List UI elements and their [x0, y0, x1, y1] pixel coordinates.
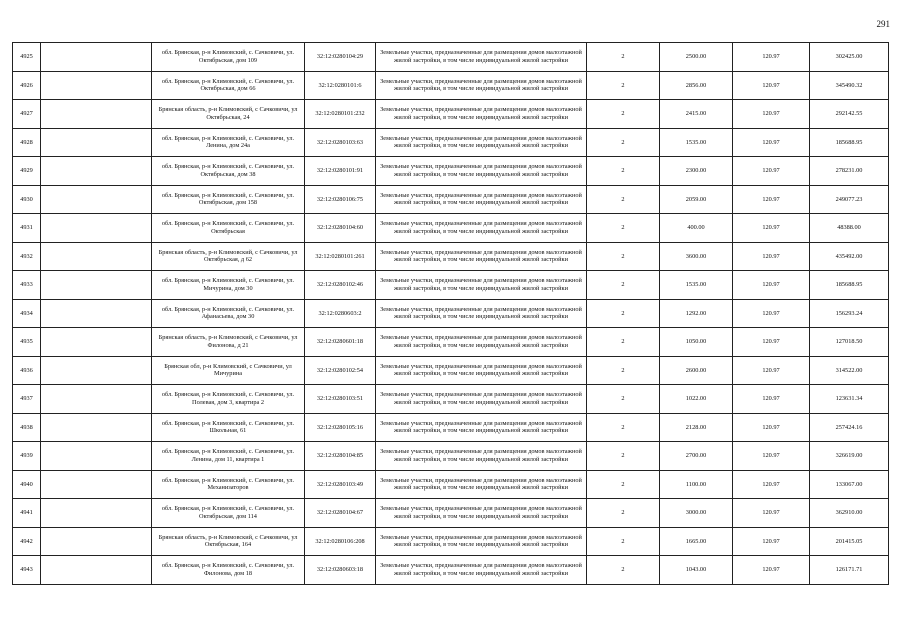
land-use-purpose-cell: Земельные участки, предназначенные для размещения домов малоэтажной жилой застройки, в том числе индивидуальной жилой застройки: [376, 242, 587, 271]
table-row: [13, 356, 889, 385]
group-number-cell: 2: [587, 43, 660, 72]
table-row: [13, 157, 889, 186]
table-row: [13, 71, 889, 100]
cadastral-value-cell: 133067.00: [810, 470, 889, 499]
blank-cell: [41, 299, 152, 328]
row-number-cell: 4925: [13, 43, 41, 72]
specific-value-cell: 120.97: [733, 100, 810, 129]
cadastral-number-cell: 32:12:0280603:2: [305, 299, 376, 328]
address-cell: обл. Брянская, р-н Климовский, с. Сачковичи, ул. Полевая, дом 3, квартира 2: [152, 385, 305, 414]
specific-value-cell: 120.97: [733, 328, 810, 357]
group-number-cell: 2: [587, 271, 660, 300]
specific-value-cell: 120.97: [733, 271, 810, 300]
row-number-cell: 4932: [13, 242, 41, 271]
specific-value-cell: 120.97: [733, 356, 810, 385]
address-cell: Брянская область, р-н Климовский, с Сачковичи, ул Октябрьская, 164: [152, 527, 305, 556]
area-cell: 1022.00: [660, 385, 733, 414]
table-row: [13, 328, 889, 357]
row-number-cell: 4928: [13, 128, 41, 157]
cadastral-number-cell: 32:12:0280101:232: [305, 100, 376, 129]
group-number-cell: 2: [587, 214, 660, 243]
table-row: [13, 271, 889, 300]
cadastral-number-cell: 32:12:0280106:75: [305, 185, 376, 214]
row-number-cell: 4931: [13, 214, 41, 243]
group-number-cell: 2: [587, 100, 660, 129]
land-use-purpose-cell: Земельные участки, предназначенные для размещения домов малоэтажной жилой застройки, в том числе индивидуальной жилой застройки: [376, 413, 587, 442]
row-number-cell: 4939: [13, 442, 41, 471]
blank-cell: [41, 499, 152, 528]
row-number-cell: 4936: [13, 356, 41, 385]
cadastral-number-cell: 32:12:0280102:54: [305, 356, 376, 385]
table-row: [13, 214, 889, 243]
group-number-cell: 2: [587, 442, 660, 471]
table-row: [13, 242, 889, 271]
specific-value-cell: 120.97: [733, 527, 810, 556]
cadastral-number-cell: 32:12:0280106:208: [305, 527, 376, 556]
cadastral-number-cell: 32:12:0280601:18: [305, 328, 376, 357]
group-number-cell: 2: [587, 499, 660, 528]
land-use-purpose-cell: Земельные участки, предназначенные для размещения домов малоэтажной жилой застройки, в том числе индивидуальной жилой застройки: [376, 157, 587, 186]
specific-value-cell: 120.97: [733, 442, 810, 471]
address-cell: обл. Брянская, р-н Климовский, с. Сачковичи, ул. Октябрьская, дом 109: [152, 43, 305, 72]
row-number-cell: 4942: [13, 527, 41, 556]
address-cell: обл. Брянская, р-н Климовский, с. Сачковичи, ул. Мичурина, дом 30: [152, 271, 305, 300]
cadastral-number-cell: 32:12:0280104:29: [305, 43, 376, 72]
address-cell: обл. Брянская, р-н Климовский, с. Сачковичи, ул. Октябрьская, дом 38: [152, 157, 305, 186]
group-number-cell: 2: [587, 356, 660, 385]
land-use-purpose-cell: Земельные участки, предназначенные для размещения домов малоэтажной жилой застройки, в том числе индивидуальной жилой застройки: [376, 100, 587, 129]
address-cell: обл. Брянская, р-н Климовский, с. Сачковичи, ул. Афанасьева, дом 30: [152, 299, 305, 328]
table-row: [13, 413, 889, 442]
area-cell: 400.00: [660, 214, 733, 243]
area-cell: 2600.00: [660, 356, 733, 385]
cadastral-number-cell: 32:12:0280101:261: [305, 242, 376, 271]
blank-cell: [41, 100, 152, 129]
blank-cell: [41, 470, 152, 499]
cadastral-number-cell: 32:12:0280101:91: [305, 157, 376, 186]
table-row: [13, 385, 889, 414]
land-use-purpose-cell: Земельные участки, предназначенные для размещения домов малоэтажной жилой застройки, в том числе индивидуальной жилой застройки: [376, 556, 587, 585]
cadastral-value-cell: 127018.50: [810, 328, 889, 357]
land-use-purpose-cell: Земельные участки, предназначенные для размещения домов малоэтажной жилой застройки, в том числе индивидуальной жилой застройки: [376, 128, 587, 157]
area-cell: 1043.00: [660, 556, 733, 585]
cadastral-number-cell: 32:12:0280105:16: [305, 413, 376, 442]
group-number-cell: 2: [587, 470, 660, 499]
row-number-cell: 4927: [13, 100, 41, 129]
blank-cell: [41, 71, 152, 100]
area-cell: 2300.00: [660, 157, 733, 186]
specific-value-cell: 120.97: [733, 499, 810, 528]
land-use-purpose-cell: Земельные участки, предназначенные для размещения домов малоэтажной жилой застройки, в том числе индивидуальной жилой застройки: [376, 71, 587, 100]
row-number-cell: 4933: [13, 271, 41, 300]
address-cell: обл. Брянская, р-н Климовский, с. Сачковичи, ул. Ленина, дом 11, квартира 1: [152, 442, 305, 471]
land-use-purpose-cell: Земельные участки, предназначенные для размещения домов малоэтажной жилой застройки, в том числе индивидуальной жилой застройки: [376, 214, 587, 243]
cadastral-value-cell: 345490.32: [810, 71, 889, 100]
cadastral-value-cell: 302425.00: [810, 43, 889, 72]
address-cell: обл. Брянская, р-н Климовский, с. Сачковичи, ул. Октябрьская, дом 158: [152, 185, 305, 214]
specific-value-cell: 120.97: [733, 157, 810, 186]
address-cell: обл. Брянская, р-н Климовский, с. Сачковичи, ул. Октябрьская, дом 66: [152, 71, 305, 100]
group-number-cell: 2: [587, 385, 660, 414]
table-row: [13, 470, 889, 499]
cadastral-value-cell: 326619.00: [810, 442, 889, 471]
area-cell: 2856.00: [660, 71, 733, 100]
cadastral-value-cell: 362910.00: [810, 499, 889, 528]
group-number-cell: 2: [587, 556, 660, 585]
land-use-purpose-cell: Земельные участки, предназначенные для размещения домов малоэтажной жилой застройки, в том числе индивидуальной жилой застройки: [376, 499, 587, 528]
area-cell: 1665.00: [660, 527, 733, 556]
cadastral-value-cell: 249077.23: [810, 185, 889, 214]
cadastral-value-cell: 278231.00: [810, 157, 889, 186]
table-row: [13, 100, 889, 129]
specific-value-cell: 120.97: [733, 214, 810, 243]
specific-value-cell: 120.97: [733, 413, 810, 442]
land-use-purpose-cell: Земельные участки, предназначенные для размещения домов малоэтажной жилой застройки, в том числе индивидуальной жилой застройки: [376, 43, 587, 72]
group-number-cell: 2: [587, 242, 660, 271]
area-cell: 2700.00: [660, 442, 733, 471]
cadastral-value-cell: 126171.71: [810, 556, 889, 585]
cadastral-value-cell: 201415.05: [810, 527, 889, 556]
address-cell: обл. Брянская, р-н Климовский, с. Сачковичи, ул. Октябрьская, дом 114: [152, 499, 305, 528]
row-number-cell: 4941: [13, 499, 41, 528]
specific-value-cell: 120.97: [733, 556, 810, 585]
blank-cell: [41, 185, 152, 214]
cadastral-value-cell: 257424.16: [810, 413, 889, 442]
row-number-cell: 4940: [13, 470, 41, 499]
group-number-cell: 2: [587, 128, 660, 157]
land-use-purpose-cell: Земельные участки, предназначенные для размещения домов малоэтажной жилой застройки, в том числе индивидуальной жилой застройки: [376, 356, 587, 385]
address-cell: Брянская обл, р-н Климовский, с Сачковичи, ул Мичурина: [152, 356, 305, 385]
cadastral-number-cell: 32:12:0280103:51: [305, 385, 376, 414]
blank-cell: [41, 157, 152, 186]
blank-cell: [41, 385, 152, 414]
land-use-purpose-cell: Земельные участки, предназначенные для размещения домов малоэтажной жилой застройки, в том числе индивидуальной жилой застройки: [376, 385, 587, 414]
row-number-cell: 4938: [13, 413, 41, 442]
row-number-cell: 4930: [13, 185, 41, 214]
table-row: [13, 299, 889, 328]
blank-cell: [41, 328, 152, 357]
specific-value-cell: 120.97: [733, 185, 810, 214]
row-number-cell: 4926: [13, 71, 41, 100]
cadastral-number-cell: 32:12:0280104:67: [305, 499, 376, 528]
table-row: [13, 185, 889, 214]
group-number-cell: 2: [587, 527, 660, 556]
blank-cell: [41, 442, 152, 471]
table-row: [13, 527, 889, 556]
group-number-cell: 2: [587, 413, 660, 442]
group-number-cell: 2: [587, 157, 660, 186]
cadastral-value-cell: 48388.00: [810, 214, 889, 243]
address-cell: обл. Брянская, р-н Климовский, с. Сачковичи, ул. Ленина, дом 24а: [152, 128, 305, 157]
cadastral-value-cell: 185688.95: [810, 128, 889, 157]
cadastral-value-table: [12, 42, 889, 585]
land-use-purpose-cell: Земельные участки, предназначенные для размещения домов малоэтажной жилой застройки, в том числе индивидуальной жилой застройки: [376, 442, 587, 471]
area-cell: 2500.00: [660, 43, 733, 72]
area-cell: 2128.00: [660, 413, 733, 442]
cadastral-number-cell: 32:12:0280102:46: [305, 271, 376, 300]
address-cell: обл. Брянская, р-н Климовский, с. Сачковичи, ул. Филонова, дом 18: [152, 556, 305, 585]
land-use-purpose-cell: Земельные участки, предназначенные для размещения домов малоэтажной жилой застройки, в том числе индивидуальной жилой застройки: [376, 527, 587, 556]
row-number-cell: 4929: [13, 157, 41, 186]
area-cell: 3000.00: [660, 499, 733, 528]
table-row: [13, 556, 889, 585]
blank-cell: [41, 356, 152, 385]
cadastral-number-cell: 32:12:0280103:49: [305, 470, 376, 499]
area-cell: 1100.00: [660, 470, 733, 499]
cadastral-number-cell: 32:12:0280103:63: [305, 128, 376, 157]
row-number-cell: 4937: [13, 385, 41, 414]
area-cell: 2059.00: [660, 185, 733, 214]
group-number-cell: 2: [587, 185, 660, 214]
blank-cell: [41, 128, 152, 157]
specific-value-cell: 120.97: [733, 299, 810, 328]
group-number-cell: 2: [587, 299, 660, 328]
area-cell: 1535.00: [660, 128, 733, 157]
specific-value-cell: 120.97: [733, 470, 810, 499]
cadastral-number-cell: 32:12:0280104:85: [305, 442, 376, 471]
area-cell: 3600.00: [660, 242, 733, 271]
cadastral-number-cell: 32:12:0280104:60: [305, 214, 376, 243]
land-use-purpose-cell: Земельные участки, предназначенные для размещения домов малоэтажной жилой застройки, в том числе индивидуальной жилой застройки: [376, 271, 587, 300]
address-cell: обл. Брянская, р-н Климовский, с. Сачковичи, ул. Школьная, 61: [152, 413, 305, 442]
group-number-cell: 2: [587, 328, 660, 357]
table-row: [13, 43, 889, 72]
specific-value-cell: 120.97: [733, 71, 810, 100]
area-cell: 1050.00: [660, 328, 733, 357]
cadastral-value-cell: 314522.00: [810, 356, 889, 385]
cadastral-value-cell: 185688.95: [810, 271, 889, 300]
blank-cell: [41, 43, 152, 72]
cadastral-number-cell: 32:12:0280603:18: [305, 556, 376, 585]
land-use-purpose-cell: Земельные участки, предназначенные для размещения домов малоэтажной жилой застройки, в том числе индивидуальной жилой застройки: [376, 328, 587, 357]
page-number: 291: [876, 19, 890, 29]
blank-cell: [41, 556, 152, 585]
table-row: [13, 499, 889, 528]
area-cell: 1292.00: [660, 299, 733, 328]
row-number-cell: 4934: [13, 299, 41, 328]
row-number-cell: 4935: [13, 328, 41, 357]
blank-cell: [41, 413, 152, 442]
specific-value-cell: 120.97: [733, 43, 810, 72]
land-use-purpose-cell: Земельные участки, предназначенные для размещения домов малоэтажной жилой застройки, в том числе индивидуальной жилой застройки: [376, 299, 587, 328]
blank-cell: [41, 527, 152, 556]
address-cell: Брянская область, р-н Климовский, с Сачковичи, ул Филонова, д 21: [152, 328, 305, 357]
area-cell: 2415.00: [660, 100, 733, 129]
address-cell: обл. Брянская, р-н Климовский, с. Сачковичи, ул. Механизаторов: [152, 470, 305, 499]
cadastral-number-cell: 32:12:0280101:6: [305, 71, 376, 100]
land-use-purpose-cell: Земельные участки, предназначенные для размещения домов малоэтажной жилой застройки, в том числе индивидуальной жилой застройки: [376, 185, 587, 214]
address-cell: Брянская область, р-н Климовский, с Сачковичи, ул Октябрьская, 24: [152, 100, 305, 129]
land-use-purpose-cell: Земельные участки, предназначенные для размещения домов малоэтажной жилой застройки, в том числе индивидуальной жилой застройки: [376, 470, 587, 499]
row-number-cell: 4943: [13, 556, 41, 585]
cadastral-value-cell: 435492.00: [810, 242, 889, 271]
specific-value-cell: 120.97: [733, 242, 810, 271]
blank-cell: [41, 271, 152, 300]
specific-value-cell: 120.97: [733, 128, 810, 157]
table-row: [13, 442, 889, 471]
blank-cell: [41, 214, 152, 243]
specific-value-cell: 120.97: [733, 385, 810, 414]
cadastral-value-cell: 123631.34: [810, 385, 889, 414]
address-cell: Брянская область, р-н Климовский, с Сачковичи, ул Октябрьская, д 62: [152, 242, 305, 271]
blank-cell: [41, 242, 152, 271]
table-row: [13, 128, 889, 157]
group-number-cell: 2: [587, 71, 660, 100]
cadastral-value-cell: 292142.55: [810, 100, 889, 129]
address-cell: обл. Брянская, р-н Климовский, с. Сачковичи, ул. Октябрьская: [152, 214, 305, 243]
area-cell: 1535.00: [660, 271, 733, 300]
cadastral-value-cell: 156293.24: [810, 299, 889, 328]
